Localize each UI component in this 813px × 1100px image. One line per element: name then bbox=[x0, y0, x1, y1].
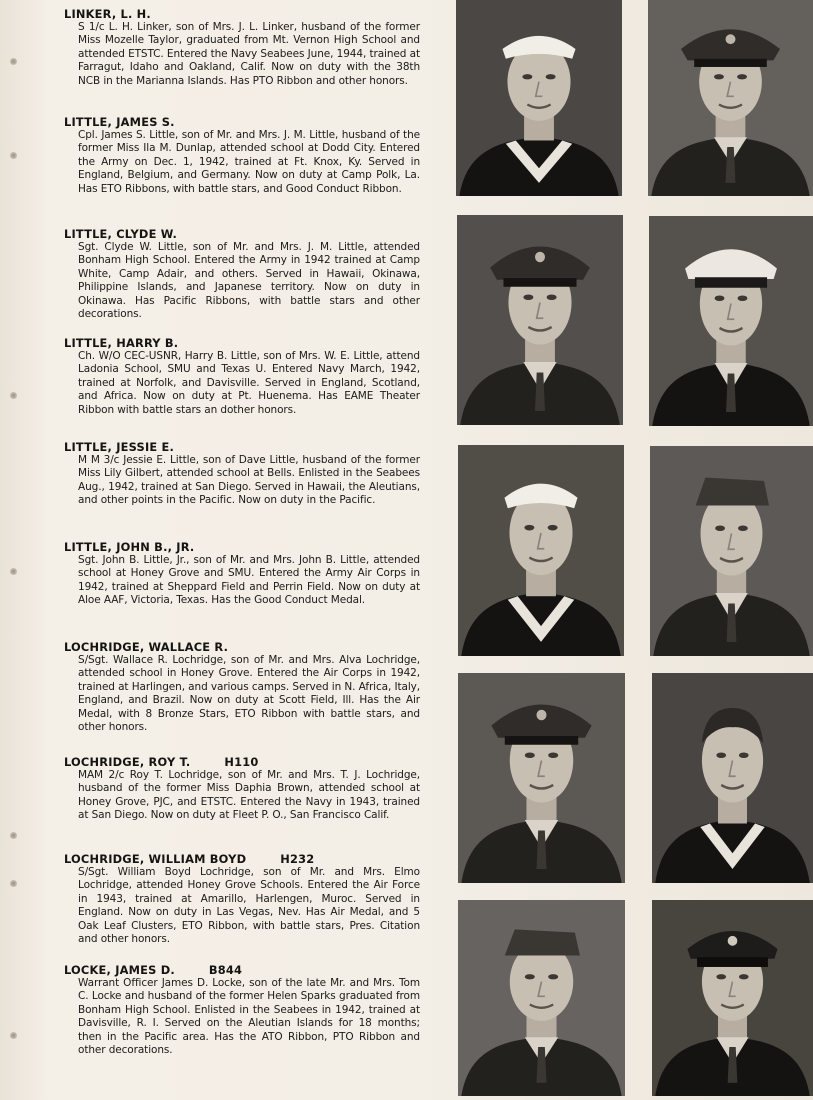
cap-visor bbox=[503, 278, 576, 287]
portrait-drawing bbox=[652, 900, 813, 1096]
portrait-drawing bbox=[458, 445, 624, 656]
portrait-photo bbox=[458, 673, 625, 883]
cap-badge bbox=[728, 936, 738, 946]
entry-body: Sgt. John B. Little, Jr., son of Mr. and Mrs. John B. Little, attended school at Honey Grove and SMU. Entered the Army Air Corps in 1942, trained at Sheppard Field and Perrin Field. Now on duty at Aloe AAF, Victoria, Texas. Has the Good Conduct Medal. bbox=[78, 554, 420, 607]
left-eye bbox=[525, 974, 535, 979]
left-eye bbox=[716, 752, 726, 758]
entry-lochridge-wallace bbox=[64, 640, 420, 734]
left-eye bbox=[715, 295, 725, 301]
entry-name: LITTLE, JOHN B., JR. bbox=[64, 540, 195, 554]
left-eye bbox=[523, 294, 533, 300]
right-eye bbox=[547, 294, 557, 300]
entry-name: LOCHRIDGE, WILLIAM BOYD H232 bbox=[64, 852, 315, 866]
left-eye bbox=[714, 74, 724, 79]
left-eye bbox=[716, 974, 726, 979]
portrait-drawing bbox=[652, 673, 813, 883]
entry-body: M M 3/c Jessie E. Little, son of Dave Little, husband of the former Miss Lily Gilbert, attended school at Bells. Enlisted in the Seabees Aug., 1942, trained at San Diego. Served in Hawaii, the Aleutians, and other points in the Pacific. Now on duty in the Pacific. bbox=[78, 454, 420, 507]
cap-badge bbox=[535, 252, 545, 263]
entry-little-clyde bbox=[64, 227, 420, 321]
left-eye bbox=[525, 752, 535, 758]
right-eye bbox=[548, 525, 558, 531]
portrait-photo bbox=[456, 0, 622, 196]
cap-visor bbox=[505, 736, 578, 745]
entry-body: Ch. W/O CEC-USNR, Harry B. Little, son of Mrs. W. E. Little, attend Ladonia School, SMU and Texas U. Entered Navy March, 1942, trained at Norfolk, and Davisville. Served in England, Scotland, and Africa. Now on duty at Pt. Huenema. Has EAME Theater Ribbon with battle stars an dother honors. bbox=[78, 350, 420, 416]
binder-hole bbox=[10, 392, 17, 399]
entry-name: LOCHRIDGE, WALLACE R. bbox=[64, 640, 229, 654]
left-eye bbox=[522, 74, 532, 79]
cap-badge bbox=[726, 34, 736, 44]
right-eye bbox=[739, 974, 749, 979]
binder-hole bbox=[10, 58, 17, 65]
right-eye bbox=[739, 752, 749, 758]
left-eye bbox=[524, 525, 534, 531]
entry-body: MAM 2/c Roy T. Lochridge, son of Mr. and Mrs. T. J. Lochridge, husband of the former Miss Daphia Brown, attended school at Honey Grove, PJC, and ETSTC. Entered the Navy in 1943, trained at San Diego. Now on duty at Fleet P. O., San Francisco Calif. bbox=[78, 769, 420, 822]
portrait-photo bbox=[648, 0, 813, 196]
portrait-drawing bbox=[456, 0, 622, 196]
garrison-cap bbox=[696, 478, 769, 506]
portrait-photo bbox=[649, 216, 813, 426]
right-eye bbox=[546, 74, 556, 79]
entry-lochridge-roy bbox=[64, 755, 420, 823]
portrait-photo bbox=[458, 445, 624, 656]
entry-linker bbox=[64, 7, 420, 88]
garrison-cap bbox=[505, 929, 580, 955]
entry-name: LITTLE, CLYDE W. bbox=[64, 227, 178, 241]
entry-name: LITTLE, JAMES S. bbox=[64, 115, 175, 129]
portrait-photo bbox=[458, 900, 625, 1096]
portrait-photo bbox=[457, 215, 623, 425]
right-eye bbox=[548, 752, 558, 758]
entry-body: Sgt. Clyde W. Little, son of Mr. and Mrs. J. M. Little, attended Bonham High School. Entered the Army in 1942 trained at Camp White, Camp Adair, and others. Served in Hawaii, Okinawa, Philippine Islands, and Japanese territory. Now on duty in Okinawa. Has Pacific Ribbons, with battle stars and other decorations. bbox=[78, 241, 420, 321]
entry-locke bbox=[64, 963, 420, 1057]
entry-name: LITTLE, JESSIE E. bbox=[64, 440, 175, 454]
left-eye bbox=[715, 525, 725, 531]
right-eye bbox=[548, 974, 558, 979]
cap-visor bbox=[694, 59, 767, 67]
entry-name: LITTLE, HARRY B. bbox=[64, 336, 179, 350]
entry-body: S 1/c L. H. Linker, son of Mrs. J. L. Linker, husband of the former Miss Mozelle Taylor, graduated from Mt. Vernon High School and attended ETSTC. Entered the Navy Seabees June, 1944, trained at Farragut, Idaho and Oakland, Calif. Now on duty with the 38th NCB in the Marianna Islands. Has PTO Ribbon and other honors. bbox=[78, 21, 420, 87]
entry-little-jessie bbox=[64, 440, 420, 508]
binder-hole bbox=[10, 880, 17, 887]
right-eye bbox=[738, 525, 748, 531]
portrait-drawing bbox=[458, 673, 625, 883]
entry-little-james bbox=[64, 115, 420, 196]
cap-badge bbox=[536, 710, 546, 721]
entry-body: S/Sgt. William Boyd Lochridge, son of Mr. and Mrs. Elmo Lochridge, attended Honey Grove Schools. Entered the Air Force in 1943, trained at Amarillo, Harlengen, Muroc. Served in England. Now on duty in Las Vegas, Nev. Has Air Medal, and 5 Oak Leaf Clusters, ETO Ribbon, with battle stars, Pres. Citation and other honors. bbox=[78, 866, 420, 946]
right-eye bbox=[738, 295, 748, 301]
binder-holes bbox=[0, 0, 40, 1100]
portrait-drawing bbox=[457, 215, 623, 425]
cap-visor bbox=[695, 277, 767, 288]
cap-visor bbox=[697, 957, 768, 967]
entry-body: Warrant Officer James D. Locke, son of the late Mr. and Mrs. Tom C. Locke and husband of the former Helen Sparks graduated from Bonham High School. Enlisted in the Seabees in 1942, trained at Davisville, R. I. Served on the Aleutian Islands for 18 months; then in the Pacific area. Has the ATO Ribbon, PTO Ribbon and other decorations. bbox=[78, 977, 420, 1057]
entry-little-harry bbox=[64, 336, 420, 417]
binder-hole bbox=[10, 152, 17, 159]
necktie bbox=[536, 1047, 546, 1083]
entry-lochridge-william bbox=[64, 852, 420, 946]
entry-body: Cpl. James S. Little, son of Mr. and Mrs. J. M. Little, husband of the former Miss Ila M. Dunlap, attended school at Dodd City. Entered the Army on Dec. 1, 1942, trained at Ft. Knox, Ky. Served in England, Belgium, and Germany. Now on duty at Camp Polk, La. Has ETO Ribbons, with battle stars, and Good Conduct Ribbon. bbox=[78, 129, 420, 195]
right-eye bbox=[737, 74, 747, 79]
portrait-drawing bbox=[650, 446, 813, 656]
portrait-drawing bbox=[458, 900, 625, 1096]
necktie bbox=[728, 1047, 738, 1083]
entry-little-john bbox=[64, 540, 420, 608]
binder-hole bbox=[10, 1032, 17, 1039]
portrait-photo bbox=[652, 900, 813, 1096]
necktie bbox=[535, 373, 545, 412]
binder-hole bbox=[10, 832, 17, 839]
necktie bbox=[726, 147, 736, 183]
necktie bbox=[536, 831, 546, 870]
portrait-drawing bbox=[649, 216, 813, 426]
necktie bbox=[727, 604, 737, 643]
entry-body: S/Sgt. Wallace R. Lochridge, son of Mr. and Mrs. Alva Lochridge, attended school in Honey Grove. Entered the Air Corps in 1942, trained at Harlingen, and various camps. Served in N. Africa, Italy, England, and Brazil. Now on duty at Scott Field, Ill. Has the Air Medal, with 8 Bronze Stars, ETO Ribbon with battle stars, and other honors. bbox=[78, 654, 420, 734]
portrait-drawing bbox=[648, 0, 813, 196]
necktie bbox=[726, 374, 736, 413]
entry-name: LINKER, L. H. bbox=[64, 7, 151, 21]
portrait-photo bbox=[652, 673, 813, 883]
binder-hole bbox=[10, 568, 17, 575]
portrait-photo bbox=[650, 446, 813, 656]
entry-name: LOCKE, JAMES D. B844 bbox=[64, 963, 243, 977]
entry-name: LOCHRIDGE, ROY T. H110 bbox=[64, 755, 259, 769]
